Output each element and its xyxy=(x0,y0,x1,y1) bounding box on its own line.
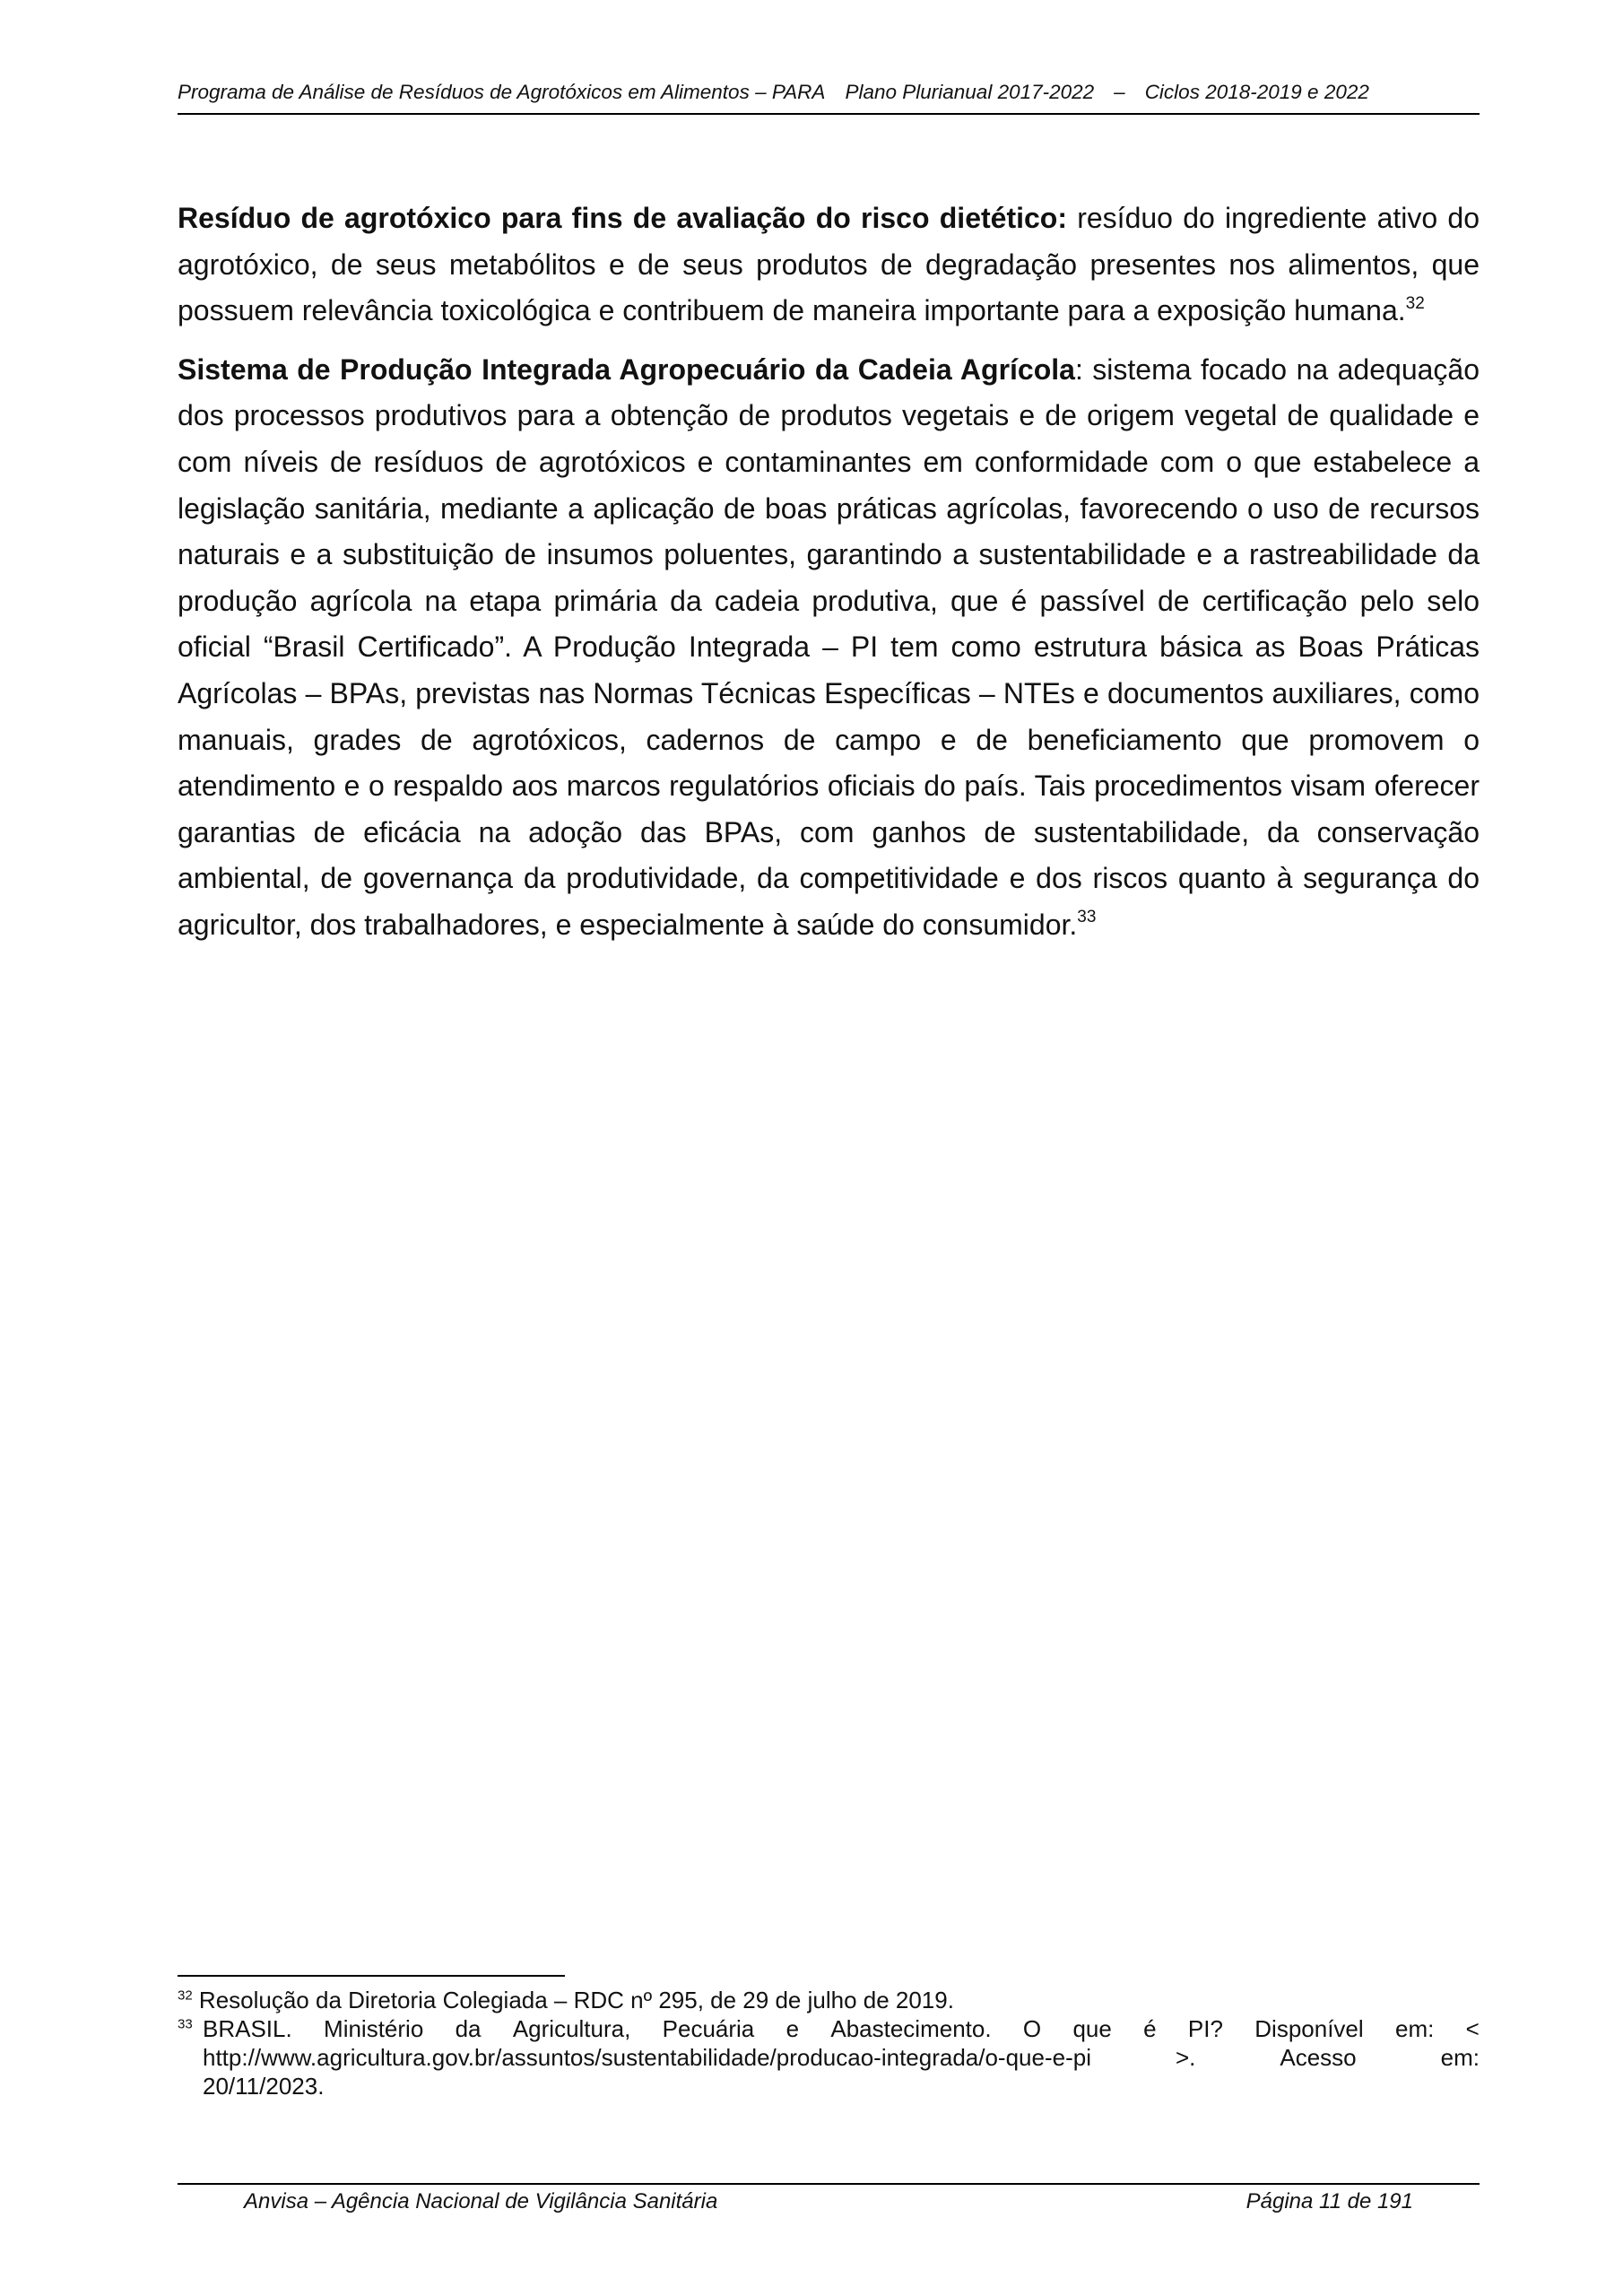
header-plan: Plano Plurianual 2017-2022 xyxy=(845,81,1095,103)
footnote-33-link[interactable]: http://www.agricultura.gov.br/assuntos/sustentabilidade/producao-integrada/o-que-e-pi xyxy=(203,2044,1091,2071)
paragraph-sistema-text: : sistema focado na adequação dos processos produtivos para a obtenção de produtos vegetais e de origem vegetal de qualidade e com níveis de resíduos de agrotóxicos e contaminantes em conformidade com o que estabelece a legislação sanitária, mediante a aplicação de boas práticas agrícolas, favorecendo o uso de recursos naturais e a substituição de insumos poluentes, garantindo a sustentabilidade e a rastreabilidade da produção agrícola na etapa primária da cadeia produtiva, que é passível de certificação pelo selo oficial “Brasil Certificado”. A Produção Integrada – PI tem como estrutura básica as Boas Práticas Agrícolas – BPAs, previstas nas Normas Técnicas Específicas – NTEs e documentos auxiliares, como manuais, grades de agrotóxicos, cadernos de campo e de beneficiamento que promovem o atendimento e o respaldo aos marcos regulatórios oficiais do país. Tais procedimentos visam oferecer garantias de eficácia na adoção das BPAs, com ganhos de sustentabilidade, da conservação ambiental, de governança da produtividade, da competitividade e dos riscos quanto à segurança do agricultor, dos trabalhadores, e especialmente à saúde do consumidor. xyxy=(178,352,1480,941)
fn33-word: e xyxy=(785,2015,800,2042)
footer-agency: Anvisa – Agência Nacional de Vigilância Sanitária xyxy=(244,2189,718,2213)
fn33-word: Disponível xyxy=(1254,2015,1364,2042)
fn33-word: em: xyxy=(1440,2044,1480,2071)
document-body xyxy=(178,196,1480,961)
fn33-word: Ministério xyxy=(324,2015,424,2042)
fn33-word: PI? xyxy=(1187,2015,1223,2042)
footnote-32-text: Resolução da Diretoria Colegiada – RDC nº 295, de 29 de julho de 2019. xyxy=(192,1987,954,2013)
footnote-33-line1 xyxy=(203,2014,1480,2043)
footnotes xyxy=(178,1986,1480,2100)
fn33-word: Pecuária xyxy=(662,2015,755,2042)
fn33-word: >. xyxy=(1175,2044,1196,2071)
fn33-word: Agricultura, xyxy=(512,2015,631,2042)
page-header xyxy=(178,77,1480,115)
footnote-32-number: 32 xyxy=(178,1987,193,2004)
header-separator: – xyxy=(1114,81,1125,103)
footnote-33 xyxy=(178,2014,1480,2100)
header-cycles: Ciclos 2018-2019 e 2022 xyxy=(1144,81,1369,103)
paragraph-sistema xyxy=(178,347,1480,949)
fn33-word: < xyxy=(1465,2015,1480,2042)
fn33-word: O xyxy=(1022,2015,1042,2042)
footer-page-number: Página 11 de 191 xyxy=(1245,2189,1413,2213)
footnote-33-line2 xyxy=(203,2043,1480,2072)
fn33-word: BRASIL. xyxy=(203,2015,292,2042)
page-footer xyxy=(178,2183,1480,2217)
footnote-33-line3: 20/11/2023. xyxy=(203,2073,325,2100)
fn33-word: que xyxy=(1072,2015,1112,2042)
footnote-32 xyxy=(178,1986,1480,2014)
paragraph-residuo-text: resíduo do ingrediente ativo do agrotóxico, de seus metabólitos e de seus produtos de degradação presentes nos alimentos, que possuem relevância toxicológica e contribuem de maneira importante para a exposição humana. xyxy=(178,202,1480,327)
fn33-word: em: xyxy=(1394,2015,1435,2042)
footnote-ref-32[interactable]: 32 xyxy=(1405,293,1425,313)
footnote-ref-33[interactable]: 33 xyxy=(1077,908,1097,927)
footnote-33-number: 33 xyxy=(178,2016,193,2032)
paragraph-residuo xyxy=(178,196,1480,335)
fn33-word: da xyxy=(455,2015,482,2042)
fn33-word: é xyxy=(1143,2015,1157,2042)
fn33-word: Abastecimento. xyxy=(830,2015,992,2042)
footnote-separator xyxy=(178,1975,565,1977)
term-sistema: Sistema de Produção Integrada Agropecuário da Cadeia Agrícola xyxy=(178,352,1075,386)
fn33-word: Acesso xyxy=(1280,2044,1357,2071)
term-residuo: Resíduo de agrotóxico para fins de avaliação do risco dietético: xyxy=(178,202,1067,234)
header-program: Programa de Análise de Resíduos de Agrotóxicos em Alimentos – PARA xyxy=(178,81,826,103)
